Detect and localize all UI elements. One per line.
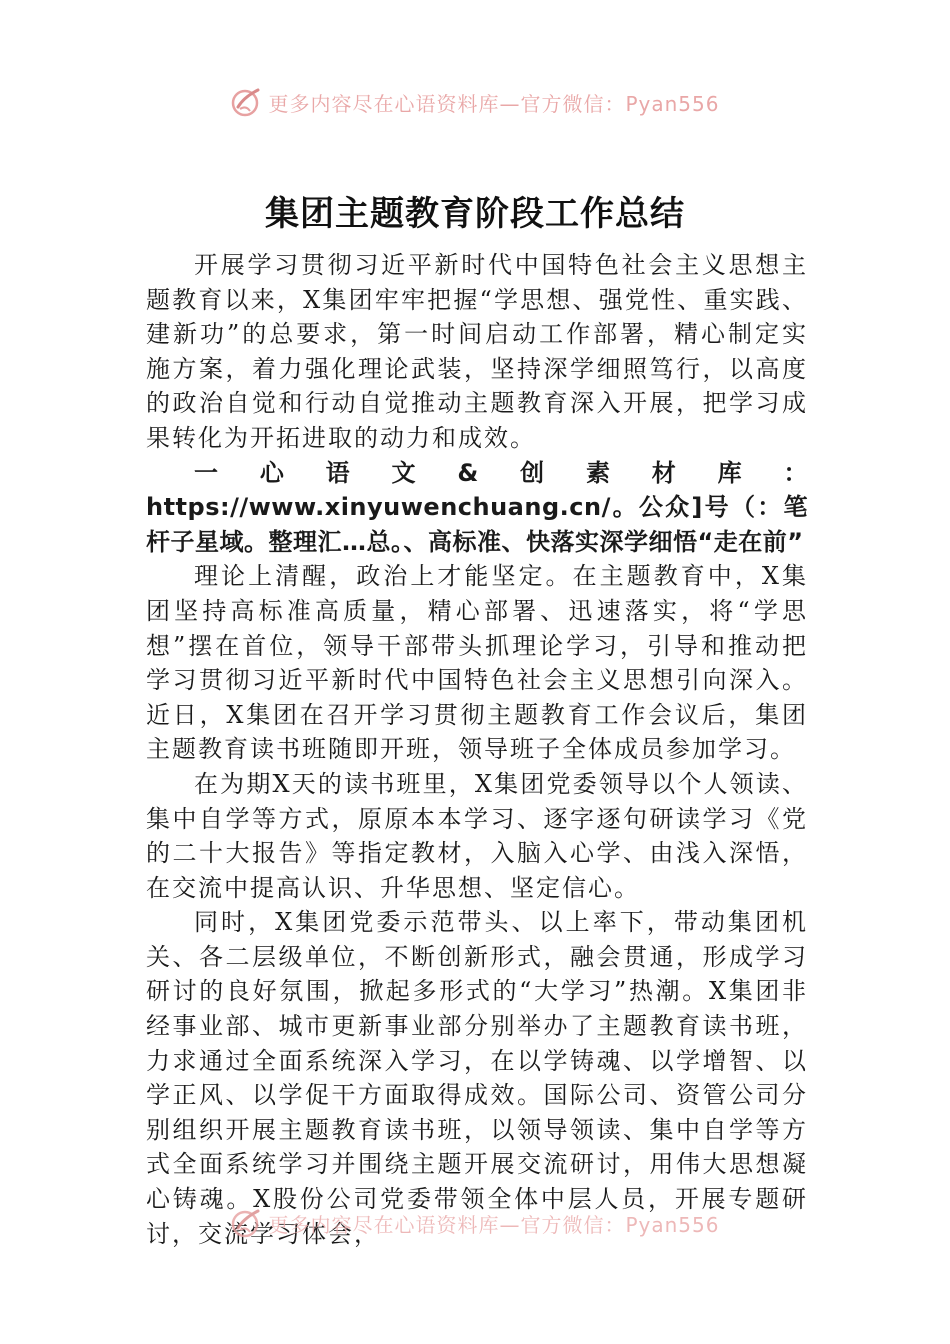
watermark-text: 更多内容尽在心语资料库—官方微信：Pyan556: [268, 91, 720, 116]
brush-logo-icon: [230, 85, 264, 119]
watermark-text: 更多内容尽在心语资料库—官方微信：Pyan556: [268, 1212, 720, 1237]
paragraph-theory: 理论上清醒，政治上才能坚定。在主题教育中，X集团坚持高标准高质量，精心部署、迅速落实，将“学思想”摆在首位，领导干部带头抓理论学习，引导和推动把学习贯彻习近平新时代中国特色社会主义思想引向深入。近日，X集团在召开学习贯彻主题教育工作会议后，集团主题教育读书班随即开班，领导班子全体成员参加学习。: [146, 562, 808, 764]
paragraph-reading-class: 在为期X天的读书班里，X集团党委领导以个人领读、集中自学等方式，原原本本学习、逐字逐句研读学习《党的二十大报告》等指定教材，入脑入心学、由浅入深悟，在交流中提高认识、升华思想、坚定信心。: [146, 769, 808, 902]
paragraph-section-heading: 一心语文&创素材库：https://www.xinyuwenchuang.cn/。公众]号（：笔杆子星域。整理汇…总。、高标准、快落实深学细悟“走在前”: [146, 458, 808, 556]
watermark-banner-bottom: [0, 1203, 950, 1243]
watermark-banner-top: [0, 82, 950, 122]
document-title: 集团主题教育阶段工作总结: [265, 194, 685, 234]
brush-logo-icon: [230, 1206, 264, 1240]
paragraph-intro: 开展学习贯彻习近平新时代中国特色社会主义思想主题教育以来，X集团牢牢把握“学思想、强党性、重实践、建新功”的总要求，第一时间启动工作部署，精心制定实施方案，着力强化理论武装，坚持深学细照笃行，以高度的政治自觉和行动自觉推动主题教育深入开展，把学习成果转化为开拓进取的动力和成效。: [146, 251, 808, 452]
document-body: [146, 248, 808, 1251]
paragraph-meanwhile: 同时，X集团党委示范带头、以上率下，带动集团机关、各二层级单位，不断创新形式，融会贯通，形成学习研讨的良好氛围，掀起多形式的“大学习”热潮。X集团非经事业部、城市更新事业部分别举办了主题教育读书班，力求通过全面系统深入学习，在以学铸魂、以学增智、以学正风、以学促干方面取得成效。国际公司、资管公司分别组织开展主题教育读书班，以领导领读、集中自学等方式全面系统学习并围绕主题开展交流研讨，用伟大思想凝心铸魂。X股份公司党委带领全体中层人员，开展专题研讨，交流学习体会，: [146, 908, 808, 1248]
